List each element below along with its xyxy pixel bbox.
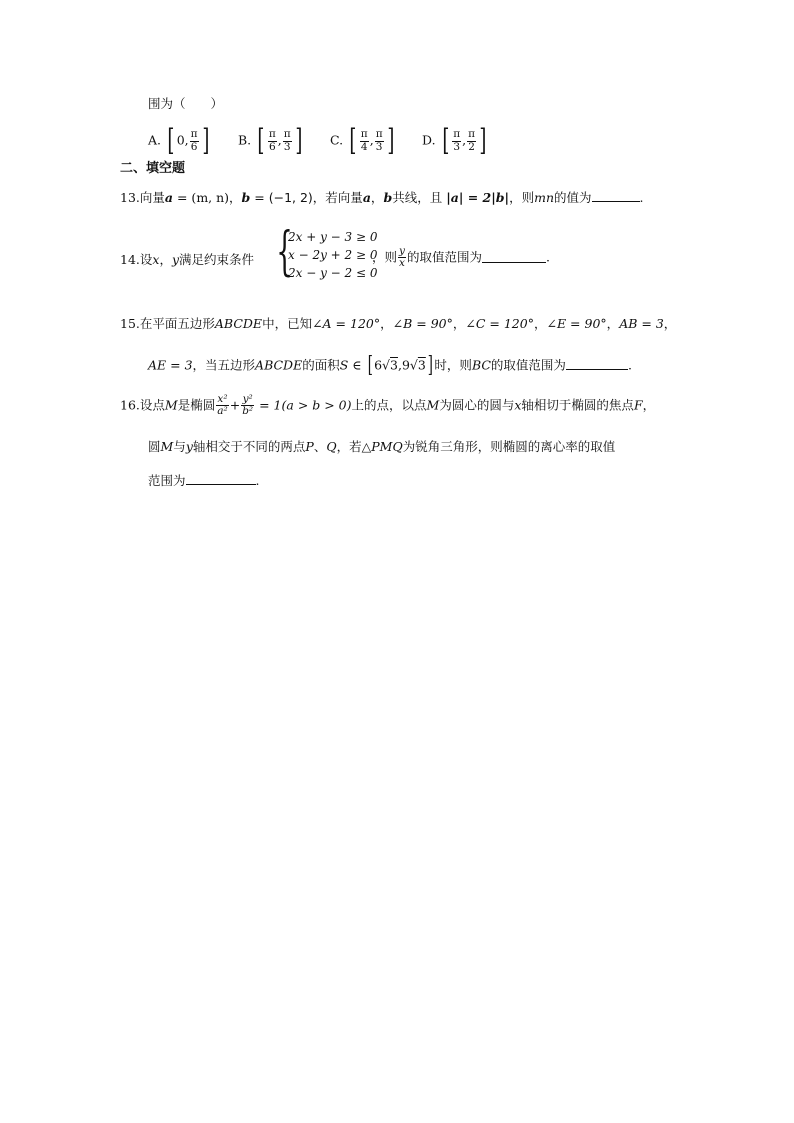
answer-blank bbox=[566, 359, 628, 370]
question-16-line-2: 圆M与y轴相交于不同的两点P、Q，若△PMQ为锐角三角形，则椭圆的离心率的取值 bbox=[148, 439, 616, 454]
constraint-system: 2x + y − 3 ≥ 0 x − 2y + 2 ≥ 0 2x − y − 2 ≤ 0 bbox=[288, 230, 378, 280]
answer-blank bbox=[592, 191, 640, 202]
question-16-line-3: 范围为 . bbox=[148, 473, 260, 488]
option-c: C. [ $\frac{\pi}{4}$ , $\frac{\pi}{3}$ ] bbox=[330, 123, 394, 158]
section-title: 二、填空题 bbox=[120, 161, 186, 176]
answer-blank bbox=[482, 252, 546, 263]
question-16-line-1: 16.设点M是椭圆 $\frac{\text{x²}}{\text{a²}}$ + $\frac{\text{y²}}{\text{b²}}$ = 1(a > b > 0)上的点，以点M为圆心的圆与x轴相切于椭圆的焦点F， bbox=[120, 393, 656, 418]
option-b: B. [ $\frac{\pi}{6}$ , $\frac{\pi}{3}$ ] bbox=[238, 123, 303, 158]
question-15-line-2: AE = 3，当五边形ABCDE的面积S ∈ [ 6√3,9√3] 时，则BC的取值范围为 . bbox=[148, 353, 632, 378]
q12-tail: 围为（ ） bbox=[148, 96, 224, 111]
answer-blank bbox=[186, 474, 256, 485]
option-d: D. [ $\frac{\pi}{3}$ , $\frac{\pi}{2}$ ] bbox=[422, 123, 487, 158]
question-15-line-1: 15.在平面五边形ABCDE中，已知∠A = 120°，∠B = 90°，∠C = 120°，∠E = 90°，AB = 3， bbox=[120, 316, 677, 331]
question-13: 13.向量a = (m, n)，b = (−1, 2)，若向量a，b共线，且 |a| = 2|b|，则mn的值为 . bbox=[120, 190, 644, 205]
system-brace: { bbox=[276, 222, 293, 282]
option-a: A. [ 0, $\frac{\pi}{6}$ ] bbox=[148, 123, 209, 158]
